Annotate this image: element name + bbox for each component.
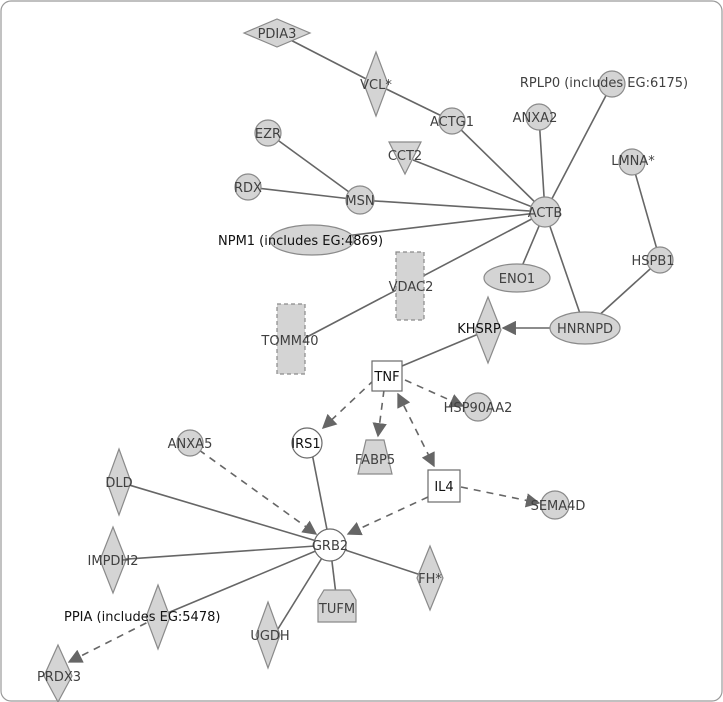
node-cct2-label: CCT2	[387, 149, 423, 164]
node-npm1-label: NPM1 (includes EG:4869)	[218, 234, 384, 249]
node-hnrnpd[interactable]	[550, 312, 620, 344]
node-rdx[interactable]	[234, 174, 262, 200]
node-tomm40-label: TOMM40	[261, 334, 319, 349]
node-msn-label: MSN	[345, 194, 375, 209]
node-actg1-label: ACTG1	[429, 115, 475, 130]
node-rplp0-label: RPLP0 (includes EG:6175)	[519, 76, 689, 91]
node-sema4d-label: SEMA4D	[530, 499, 586, 514]
panel-border	[1, 1, 722, 701]
node-il4-label: IL4	[434, 480, 454, 495]
node-khsrp-label: KHSRP	[457, 322, 501, 337]
node-il4[interactable]	[428, 470, 460, 502]
node-ugdh-label: UGDH	[250, 629, 290, 644]
node-grb2-label: GRB2	[311, 539, 349, 554]
node-tufm[interactable]	[318, 590, 356, 622]
node-actb-label: ACTB	[527, 206, 563, 221]
node-anxa5-label: ANXA5	[167, 437, 213, 452]
node-ppia-label: PPIA (includes EG:5478)	[64, 610, 221, 625]
node-eno1-label: ENO1	[498, 272, 536, 287]
node-msn[interactable]	[345, 186, 374, 214]
node-hsp90aa2-label: HSP90AA2	[443, 401, 513, 416]
node-tnf-label: TNF	[374, 370, 400, 385]
node-tufm-label: TUFM	[318, 602, 356, 617]
node-hnrnpd-label: HNRNPD	[556, 322, 614, 337]
node-lmna-label: LMNA*	[611, 154, 655, 169]
node-eno1[interactable]	[484, 264, 550, 292]
node-irs1-label: IRS1	[291, 437, 321, 452]
node-impdh2-label: IMPDH2	[87, 554, 139, 569]
node-irs1[interactable]	[291, 428, 322, 458]
node-prdx3-label: PRDX3	[36, 670, 82, 685]
node-pdia3-label: PDIA3	[257, 27, 297, 42]
node-hspb1-label: HSPB1	[631, 254, 675, 269]
node-fabp5-label: FABP5	[354, 453, 396, 468]
node-vcl-label: VCL*	[360, 78, 392, 93]
node-tnf[interactable]	[372, 361, 402, 391]
node-ezr-label: EZR	[254, 127, 282, 142]
node-dld-label: DLD	[105, 476, 133, 491]
node-anxa2-label: ANXA2	[512, 111, 558, 126]
node-rdx-label: RDX	[234, 181, 262, 196]
node-vdac2-label: VDAC2	[388, 280, 434, 295]
node-fh-label: FH*	[418, 572, 442, 587]
node-ezr[interactable]	[255, 120, 281, 146]
